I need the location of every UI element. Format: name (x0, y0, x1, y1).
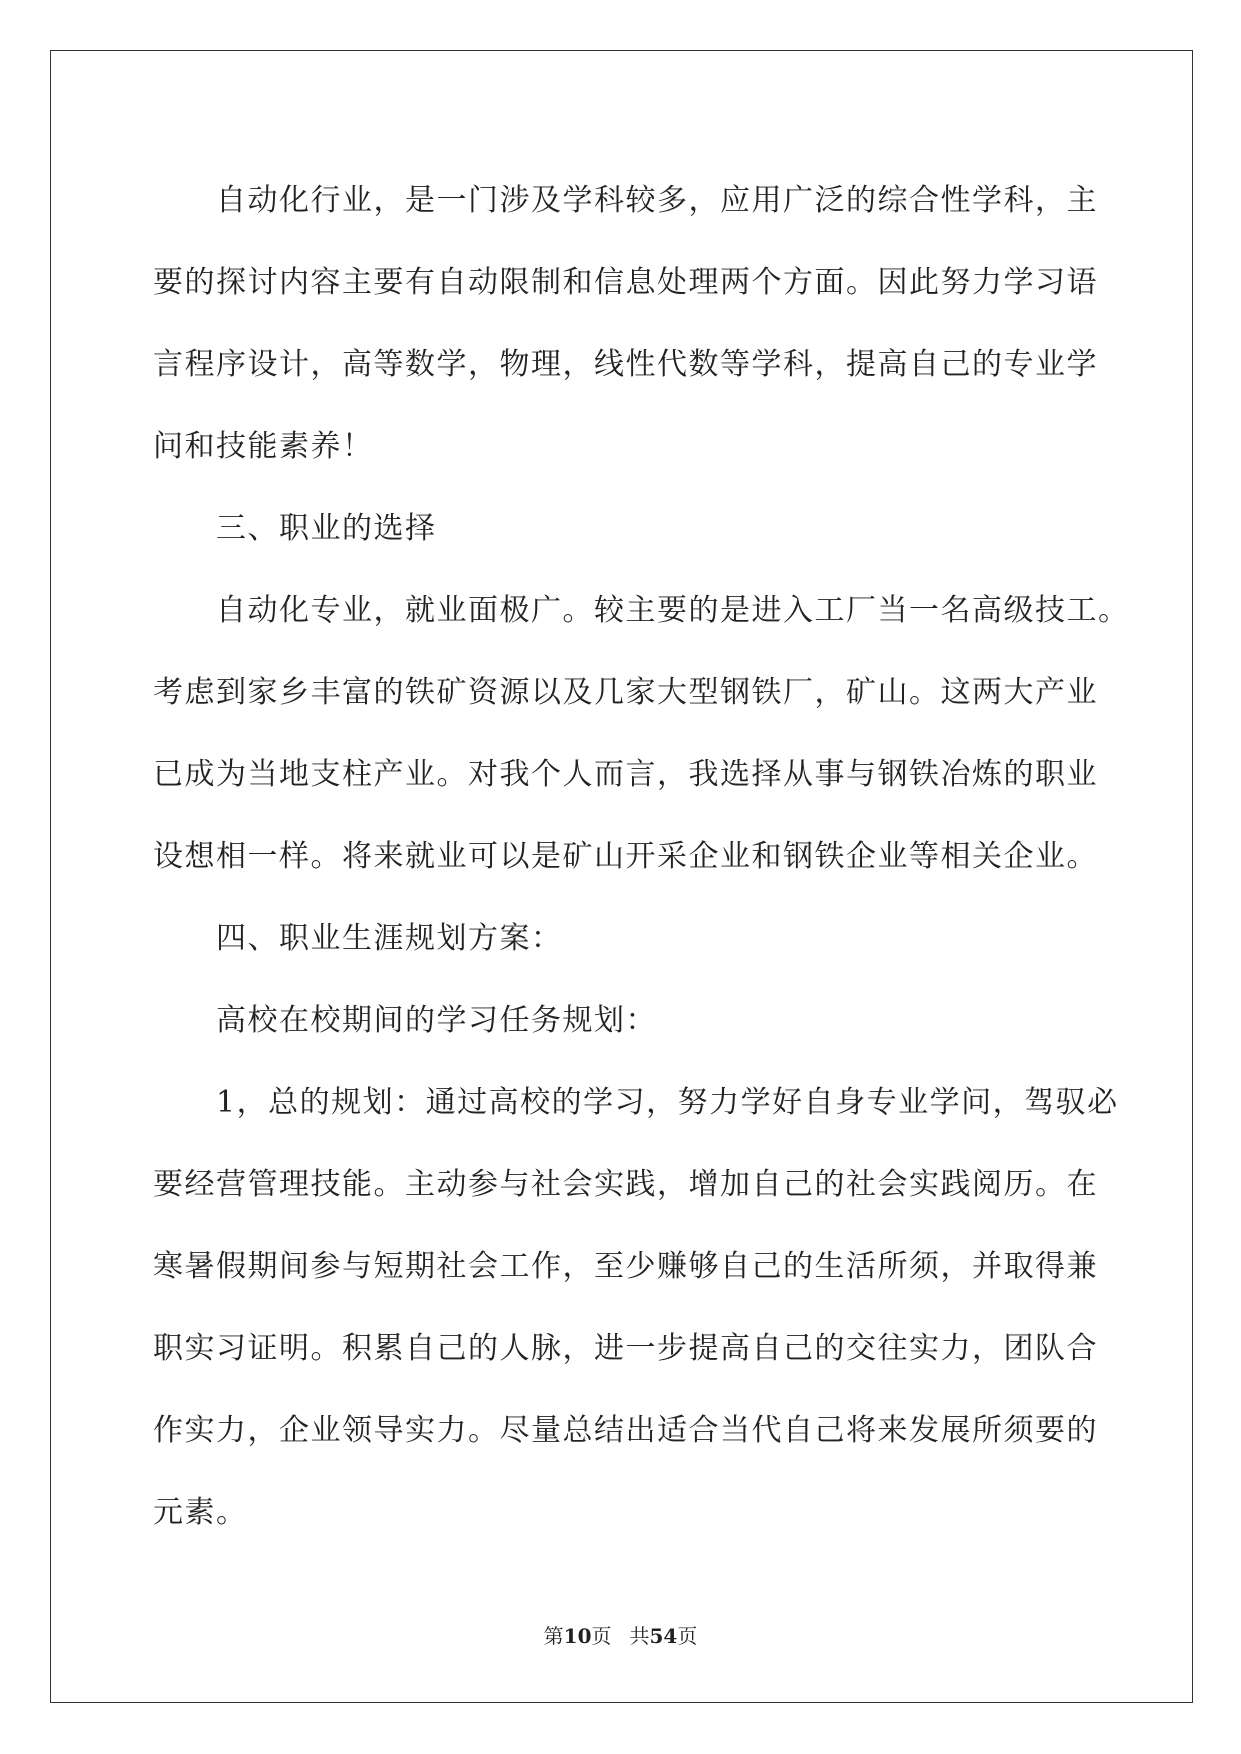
heading-text: 高校在校期间的学习任务规划： (216, 1003, 657, 1038)
heading-text: 三、职业的选择 (216, 511, 437, 546)
page-suffix: 页 (591, 1624, 612, 1648)
document-body (153, 160, 1130, 1554)
total-suffix: 页 (677, 1624, 698, 1648)
text-line: 考虑到家乡丰富的铁矿资源以及几家大型钢铁厂，矿山。这两大产业 (153, 675, 1098, 710)
text-line: 元素。 (153, 1495, 248, 1530)
heading-text: 四、职业生涯规划方案： (216, 921, 563, 956)
text-line: 作实力，企业领导实力。尽量总结出适合当代自己将来发展所须要的 (153, 1413, 1098, 1448)
text-line: 职实习证明。积累自己的人脉，进一步提高自己的交往实力，团队合 (153, 1331, 1098, 1366)
section-heading-plan (153, 898, 1093, 980)
text-line: 言程序设计，高等数学，物理，线性代数等学科，提高自己的专业学 (153, 347, 1098, 382)
text-line: 寒暑假期间参与短期社会工作，至少赚够自己的生活所须，并取得兼 (153, 1249, 1098, 1284)
page-footer (0, 1620, 1241, 1649)
text-line: 已成为当地支柱产业。对我个人而言，我选择从事与钢铁冶炼的职业 (153, 757, 1098, 792)
total-pages: 54 (649, 1624, 678, 1648)
paragraph-overall-plan (153, 1062, 1119, 1554)
text-line: 自动化专业，就业面极广。较主要的是进入工厂当一名高级技工。 (216, 593, 1130, 628)
subheading-study-plan (153, 980, 1093, 1062)
paragraph-career (153, 570, 1130, 898)
paragraph-intro (153, 160, 1098, 488)
text-line: 自动化行业，是一门涉及学科较多，应用广泛的综合性学科，主 (216, 183, 1098, 218)
section-heading-career-choice (153, 488, 1093, 570)
total-prefix: 共 (629, 1624, 650, 1648)
page-number: 10 (563, 1624, 592, 1648)
text-line: 要的探讨内容主要有自动限制和信息处理两个方面。因此努力学习语 (153, 265, 1098, 300)
text-line: 1，总的规划：通过高校的学习，努力学好自身专业学问，驾驭必 (216, 1085, 1119, 1120)
text-line: 问和技能素养！ (153, 429, 374, 464)
text-line: 设想相一样。将来就业可以是矿山开采企业和钢铁企业等相关企业。 (153, 839, 1098, 874)
page-prefix: 第 (543, 1624, 564, 1648)
text-line: 要经营管理技能。主动参与社会实践，增加自己的社会实践阅历。在 (153, 1167, 1098, 1202)
